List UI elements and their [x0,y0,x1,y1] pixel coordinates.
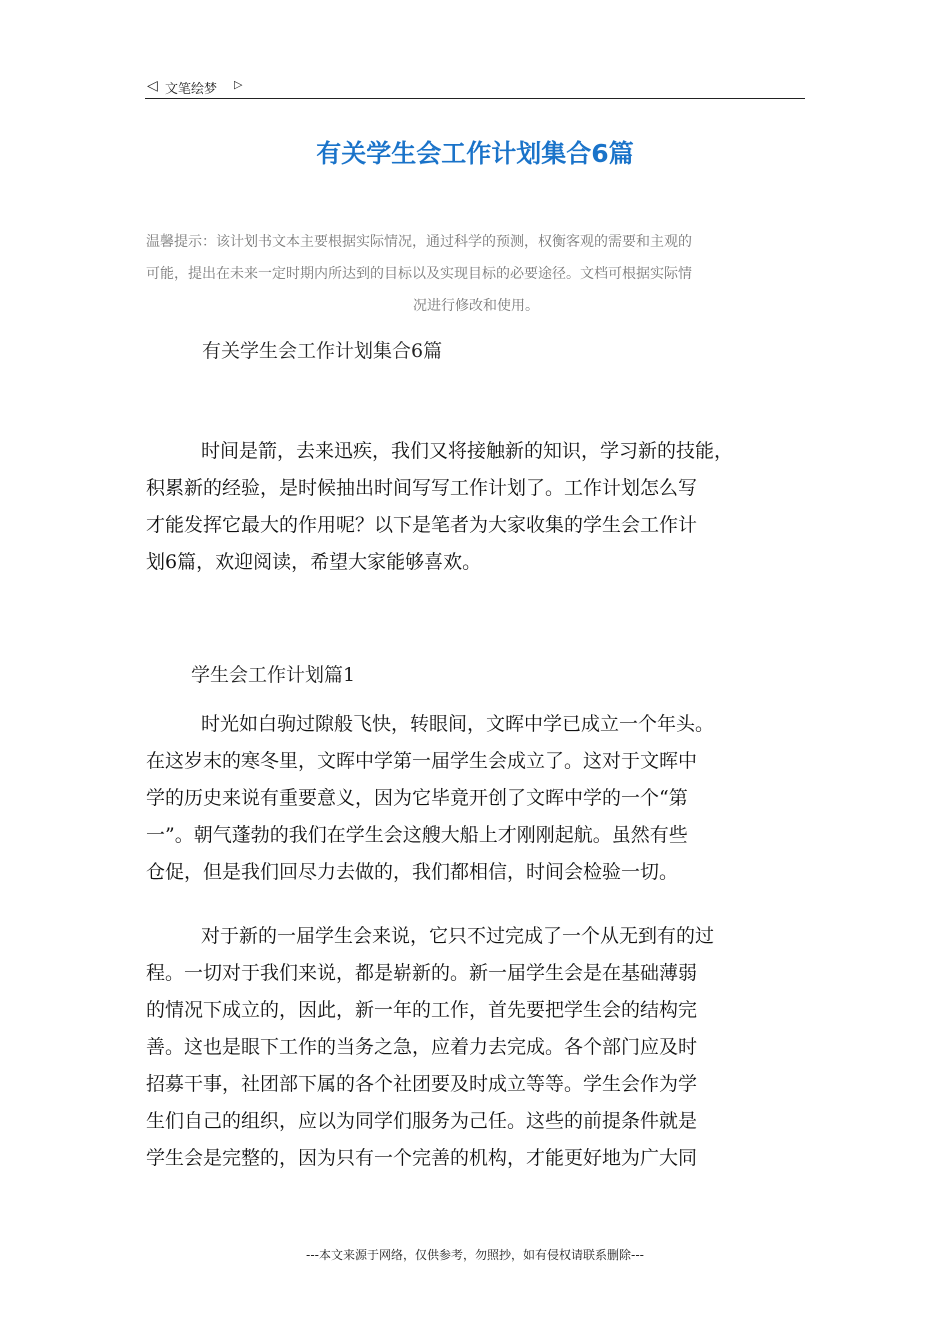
text-line: 一”。朝气蓬勃的我们在学生会这艘大船上才刚刚起航。虽然有些 [146,824,688,846]
text-line: 学生会是完整的，因为只有一个完善的机构，才能更好地为广大同 [146,1147,698,1169]
text-line: 对于新的一届学生会来说，它只不过完成了一个从无到有的过 [201,925,715,947]
text-line: 时间是箭，去来迅疾，我们又将接触新的知识，学习新的技能， [201,440,734,462]
document-title: 有关学生会工作计划集合6篇 [316,139,634,168]
intro-paragraph [146,433,826,581]
text-line: 在这岁末的寒冬里，文晖中学第一届学生会成立了。这对于文晖中 [146,750,698,772]
text-line: 程。一切对于我们来说，都是崭新的。新一届学生会是在基础薄弱 [146,962,698,984]
section1-paragraph-1 [146,706,826,891]
tip-block [146,226,806,322]
text-line: 才能发挥它最大的作用呢？以下是笔者为大家收集的学生会工作计 [146,514,698,536]
text-line: 招募干事，社团部下属的各个社团要及时成立等等。学生会作为学 [146,1073,698,1095]
section-heading: 学生会工作计划篇1 [191,664,356,686]
text-line: 学的历史来说有重要意义，因为它毕竟开创了文晖中学的一个“第 [146,787,688,809]
right-triangle-icon: ▷ [234,78,243,91]
text-line: 时光如白驹过隙般飞快，转眼间，文晖中学已成立一个年头。 [201,713,715,735]
brand-name: 文笔绘梦 [165,82,218,97]
tip-line: 可能，提出在未来一定时期内所达到的目标以及实现目标的必要途径。文档可根据实际情 [146,266,692,282]
text-line: 积累新的经验，是时候抽出时间写写工作计划了。工作计划怎么写 [146,477,698,499]
text-line: 生们自己的组织，应以为同学们服务为己任。这些的前提条件就是 [146,1110,698,1132]
left-triangle-icon: ◁ [147,78,158,94]
footer-disclaimer: ---本文来源于网络，仅供参考，勿照抄，如有侵权请联系删除--- [306,1248,644,1262]
document-subtitle: 有关学生会工作计划集合6篇 [202,340,443,362]
text-line: 的情况下成立的，因此，新一年的工作，首先要把学生会的结构完 [146,999,698,1021]
tip-line: 况进行修改和使用。 [413,298,539,314]
text-line: 善。这也是眼下工作的当务之急，应着力去完成。各个部门应及时 [146,1036,698,1058]
document-header [145,74,805,99]
section1-paragraph-2 [146,918,826,1177]
text-line: 仓促，但是我们回尽力去做的，我们都相信，时间会检验一切。 [146,861,679,883]
tip-line: 温馨提示：该计划书文本主要根据实际情况，通过科学的预测，权衡客观的需要和主观的 [146,234,692,250]
text-line: 划6篇，欢迎阅读，希望大家能够喜欢。 [146,551,482,573]
